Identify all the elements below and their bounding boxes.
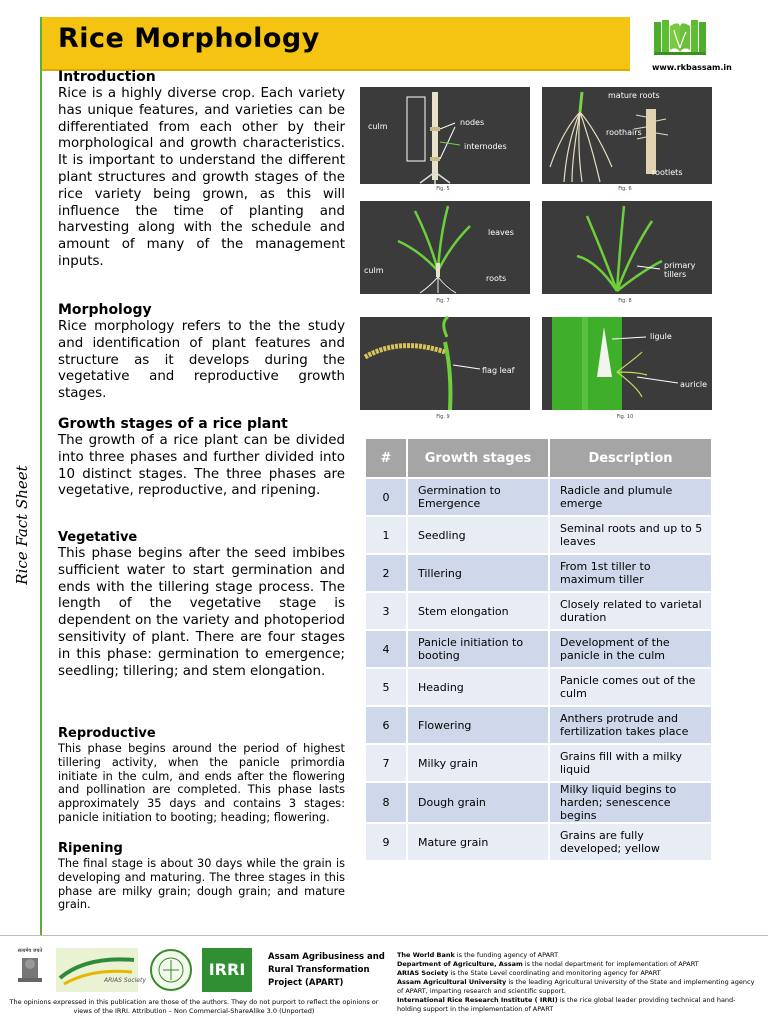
table-row	[366, 783, 711, 822]
fig5-caption: Fig. 5	[436, 186, 450, 192]
table-row	[366, 707, 711, 743]
india-emblem-logo	[10, 948, 50, 992]
table-row	[366, 517, 711, 553]
reproductive-text: This phase begins around the period of highest tillering activity, when the panicle primordia initiate in the culm, and ends after the flowering and pollination are completed. This phase lasts approximately 35 days and contains 3 stages: panicle initiation to booting; heading; flowering.	[58, 742, 345, 824]
figure-seedling	[360, 201, 530, 294]
stage-description: Milky liquid begins to harden; senescence begins	[550, 783, 711, 822]
table-row	[366, 669, 711, 705]
growth-stages-table	[364, 437, 713, 862]
arias-logo-text: ARIAS Society	[104, 977, 146, 984]
morphology-text: Rice morphology refers to the the study and identification of plant features and structure as it develops during the vegetative and reproductive growth stages.	[58, 319, 345, 402]
fig7-caption: Fig. 7	[436, 298, 450, 304]
reproductive-section	[58, 726, 345, 825]
credit-line: Department of Agriculture, Assam is the nodal department for implementation of APART	[397, 960, 699, 968]
stage-name: Tillering	[408, 555, 548, 591]
page-title: Rice Morphology	[58, 23, 320, 54]
table-row	[366, 555, 711, 591]
stage-name: Flowering	[408, 707, 548, 743]
stage-number: 7	[366, 745, 406, 781]
growth-text: The growth of a rice plant can be divided into three phases and further divided into 10 distinct stages. The three phases are vegetative, reproductive, and ripening.	[58, 433, 345, 499]
figure-roots	[542, 87, 712, 184]
title-bar	[40, 17, 630, 71]
stage-description: Anthers protrude and fertilization takes place	[550, 707, 711, 743]
header-growth-stages: Growth stages	[408, 439, 548, 477]
website-url: www.rkbassam.in	[652, 63, 732, 72]
table-row	[366, 631, 711, 667]
fig5-label-nodes: nodes	[460, 118, 485, 127]
stage-description: Grains are fully developed; yellow	[550, 824, 711, 860]
stage-name: Seedling	[408, 517, 548, 553]
reproductive-heading: Reproductive	[58, 726, 156, 741]
project-name: Assam Agribusiness and Rural Transformation Project (APART)	[268, 952, 385, 988]
stage-number: 1	[366, 517, 406, 553]
figure-stem-nodes	[360, 87, 530, 184]
table-row	[366, 745, 711, 781]
credit-line: ARIAS Society is the State Level coordinating and monitoring agency for APART	[397, 969, 661, 977]
fig9-caption: Fig. 9	[436, 414, 450, 420]
book-logo-icon	[652, 18, 708, 58]
table-header-row	[366, 439, 711, 477]
disclaimer-text: The opinions expressed in this publication are those of the authors. They do not purport to reflect the opinions or views of the IRRI. Attribution – Non Commercial-ShareAlike 3.0 (Unported)	[9, 998, 379, 1015]
stage-number: 9	[366, 824, 406, 860]
stage-description: Closely related to varietal duration	[550, 593, 711, 629]
footer-divider	[0, 935, 768, 936]
header-description: Description	[550, 439, 711, 477]
stage-description: Panicle comes out of the culm	[550, 669, 711, 705]
fig7-label-roots: roots	[486, 274, 507, 283]
ripening-heading: Ripening	[58, 841, 123, 856]
credit-line: International Rice Research Institute ( IRRI) is the rice global leader providing technical and hand-holding support in the implementation of APART	[397, 996, 736, 1013]
fig8-label-tillers: tillers	[664, 270, 687, 279]
credit-line: Assam Agricultural University is the leading Agricultural University of the State and implementing agency of APART, imparting research and scientific support.	[397, 978, 755, 995]
table-row	[366, 479, 711, 515]
figure-panicle	[360, 317, 530, 410]
irri-logo: IRRI	[202, 948, 252, 992]
header-number: #	[366, 439, 406, 477]
ripening-text: The final stage is about 30 days while the grain is developing and maturing. The three stages in this phase are milky grain; dough grain; and mature grain.	[58, 857, 345, 912]
green-divider-line	[40, 17, 42, 935]
stage-name: Milky grain	[408, 745, 548, 781]
fig9-label-flag-leaf: flag leaf	[482, 366, 515, 375]
morphology-section	[58, 302, 345, 403]
fig10-label-auricle: auricle	[680, 380, 708, 389]
morphology-heading: Morphology	[58, 302, 152, 318]
credits-block	[397, 951, 757, 1014]
fig10-caption: Fig. 10	[616, 414, 634, 420]
stage-description: Seminal roots and up to 5 leaves	[550, 517, 711, 553]
vegetative-text: This phase begins after the seed imbibes sufficient water to start germination and ends with the tillering stage process. The length of the vegetative stage is dependent on the variety and photoperiod sensitivity of plant. There are four stages in this phase: germination to emergence; seedling; tillering; and stem elongation.	[58, 546, 345, 679]
stage-number: 5	[366, 669, 406, 705]
stage-description: From 1st tiller to maximum tiller	[550, 555, 711, 591]
fig7-label-leaves: leaves	[488, 228, 514, 237]
stage-number: 2	[366, 555, 406, 591]
stage-name: Germination to Emergence	[408, 479, 548, 515]
stage-description: Radicle and plumule emerge	[550, 479, 711, 515]
fig10-label-ligule: ligule	[650, 332, 672, 341]
stage-number: 6	[366, 707, 406, 743]
stage-number: 8	[366, 783, 406, 822]
fig6-label-rootlets: rootlets	[652, 168, 683, 177]
stage-name: Heading	[408, 669, 548, 705]
stage-name: Mature grain	[408, 824, 548, 860]
stage-number: 3	[366, 593, 406, 629]
fig6-label-roothairs: roothairs	[606, 128, 642, 137]
side-label	[4, 460, 40, 590]
stage-description: Development of the panicle in the culm	[550, 631, 711, 667]
stage-number: 0	[366, 479, 406, 515]
fig6-caption: Fig. 6	[618, 186, 632, 192]
stage-name: Panicle initiation to booting	[408, 631, 548, 667]
growth-heading: Growth stages of a rice plant	[58, 416, 288, 432]
fig5-label-internodes: internodes	[464, 142, 507, 151]
fig6-label-mature-roots: mature roots	[608, 91, 660, 100]
ripening-section	[58, 841, 345, 912]
stage-number: 4	[366, 631, 406, 667]
figure-tillers	[542, 201, 712, 294]
intro-text: Rice is a highly diverse crop. Each variety has unique features, and varieties can be differentiated from each other by their morphological and growth characteristics. It is important to understand the different plant structures and growth stages of the rice variety being grown, as this will influence the time of planting and harvesting along with the schedule and amount of many of the management inputs.	[58, 86, 345, 269]
credit-line: The World Bank is the funding agency of APART	[397, 951, 559, 959]
table-row	[366, 824, 711, 860]
fig5-label-culm: culm	[368, 122, 388, 131]
growth-section	[58, 416, 345, 500]
stage-description: Grains fill with a milky liquid	[550, 745, 711, 781]
vegetative-heading: Vegetative	[58, 530, 138, 545]
intro-section	[58, 69, 345, 271]
fig7-label-culm: culm	[364, 266, 384, 275]
intro-heading: Introduction	[58, 69, 156, 85]
stage-name: Dough grain	[408, 783, 548, 822]
side-label-text: Rice Fact Sheet	[13, 465, 31, 585]
table-row	[366, 593, 711, 629]
aau-seal-logo	[148, 948, 194, 992]
fig8-caption: Fig. 8	[618, 298, 632, 304]
emblem-caption: सत्यमेव जयते	[17, 948, 43, 954]
figure-ligule	[542, 317, 712, 410]
arias-logo	[56, 948, 146, 992]
fig8-label-primary: primary	[664, 261, 696, 270]
vegetative-section	[58, 530, 345, 680]
stage-name: Stem elongation	[408, 593, 548, 629]
